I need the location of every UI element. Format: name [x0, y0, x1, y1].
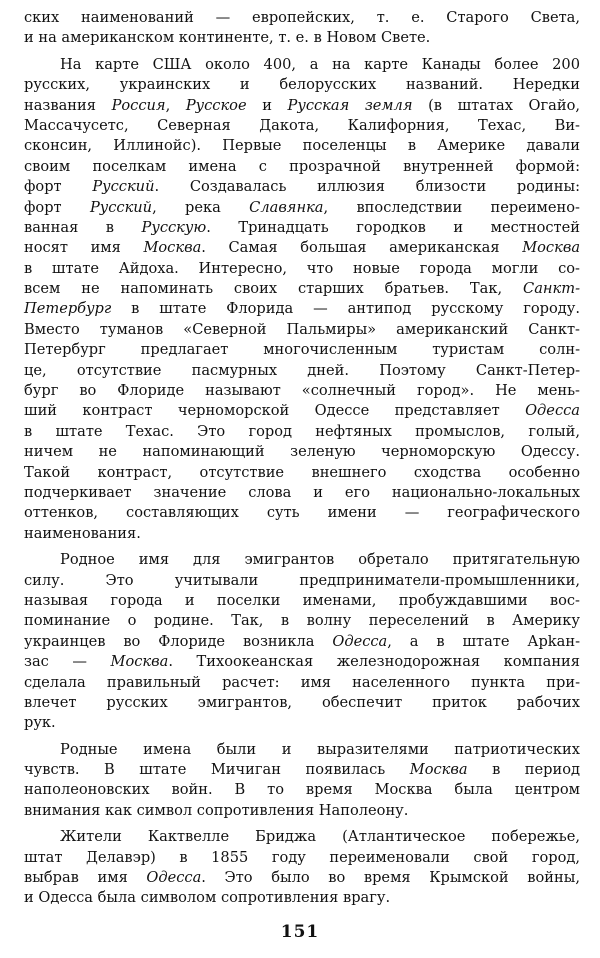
text-line — [24, 157, 580, 177]
paragraph — [24, 550, 580, 734]
text-run: (в штатах Огайо, — [412, 96, 581, 114]
text-line — [24, 136, 580, 156]
text-line — [24, 780, 580, 800]
text-run: в штате Техас. Это город нефтяных промыслов, голый, — [24, 422, 580, 440]
italic-place-name: Славянка — [249, 198, 324, 216]
page-number: 151 — [280, 922, 320, 942]
text-run: , а в штате Арkан- — [387, 632, 581, 650]
text-run: оттенков, составляющих суть имени — географического — [24, 504, 580, 522]
text-line — [24, 463, 580, 483]
italic-place-name: Русский — [89, 198, 153, 216]
text-run: штат Делавэр) в 1855 году переименовали свой город, — [24, 848, 580, 866]
text-run: влечет русских эмигрантов, обеспечит приток рабочих — [24, 693, 580, 711]
text-run: названия — [24, 96, 112, 114]
text-run: . Создавалась иллюзия близости родины: — [154, 178, 580, 196]
italic-place-name: Москва — [522, 239, 581, 257]
text-run: , — [165, 96, 186, 114]
text-line — [24, 28, 580, 48]
text-run: называя города и поселки именами, пробуждавшими вос- — [24, 591, 580, 609]
text-line — [24, 177, 580, 197]
text-run: поминание о родине. Так, в волну переселений в Америку — [24, 612, 580, 630]
text-line — [24, 96, 580, 116]
text-run: ничем не напоминающий зеленую черноморскую Одессу. — [24, 443, 580, 461]
text-line — [24, 652, 580, 672]
text-line — [24, 740, 580, 760]
text-line — [24, 198, 580, 218]
text-run: Родные имена были и выразителями патриотических — [60, 740, 580, 758]
italic-place-name: Русская земля — [287, 96, 413, 114]
text-line — [24, 422, 580, 442]
text-run: в период — [467, 761, 580, 779]
text-run: Родное имя для эмигрантов обретало притягательную — [60, 551, 580, 569]
italic-place-name: Россия — [111, 96, 166, 114]
text-run: це, отсутствие пасмурных дней. Поэтому Санкт-Петер- — [24, 361, 580, 379]
book-page — [24, 8, 580, 909]
italic-place-name: Одесса — [525, 402, 580, 420]
italic-place-name: Москва — [143, 239, 202, 257]
text-line — [24, 299, 580, 319]
text-line — [24, 673, 580, 693]
text-line — [24, 868, 580, 888]
text-line — [24, 503, 580, 523]
text-run: . Тринадцать городков и местностей — [206, 218, 580, 236]
text-line — [24, 75, 580, 95]
text-run: На карте США около 400, а на карте Канады более 200 — [60, 55, 580, 73]
italic-place-name: Русский — [92, 178, 155, 196]
text-line — [24, 524, 580, 544]
text-run: ских наименований — европейских, т. е. Старого Света, — [24, 9, 580, 26]
text-run: зас — — [24, 653, 111, 671]
text-run: выбрав имя — [24, 869, 147, 887]
text-run: , впоследствии переимено- — [323, 198, 580, 216]
text-line — [24, 888, 580, 908]
italic-place-name: Русское — [185, 96, 247, 114]
text-run: украинцев во Флориде возникла — [24, 632, 333, 650]
paragraph — [24, 8, 580, 49]
text-line — [24, 571, 580, 591]
text-line — [24, 259, 580, 279]
text-line — [24, 55, 580, 75]
text-run: подчеркивает значение слова и его национально-локальных — [24, 483, 580, 501]
text-run: форт — [24, 198, 90, 216]
italic-place-name: Одесса — [146, 869, 202, 887]
text-run: сконсин, Иллинойс). Первые поселенцы в Америке давали — [24, 137, 580, 155]
paragraph — [24, 55, 580, 544]
text-run: Вместо туманов «Северной Пальмиры» американский Санкт- — [24, 320, 580, 338]
text-run: ванная в — [24, 218, 142, 236]
text-line — [24, 760, 580, 780]
text-run: русских, украинских и белорусских названий. Нередки — [24, 76, 580, 94]
text-run: Петербург предлагает многочисленным туристам солн- — [24, 341, 580, 359]
italic-place-name: Петербург — [24, 300, 112, 318]
text-run: и на американском континенте, т. е. в Новом Свете. — [24, 29, 431, 47]
text-run: . Самая большая американская — [201, 239, 523, 257]
text-line — [24, 713, 580, 733]
text-line — [24, 401, 580, 421]
text-run: внимания как символ сопротивления Наполеону. — [24, 801, 409, 819]
text-line — [24, 483, 580, 503]
text-run: носят имя — [24, 239, 144, 257]
text-run: своим поселкам имена с прозрачной внутренней формой: — [24, 157, 580, 175]
text-run: и Одесса была символом сопротивления врагу. — [24, 889, 391, 907]
text-run: рук. — [24, 714, 56, 732]
text-line — [24, 801, 580, 821]
text-line — [24, 238, 580, 258]
text-line — [24, 848, 580, 868]
italic-place-name: Москва — [409, 761, 468, 779]
text-line — [24, 116, 580, 136]
text-run: наполеоновских войн. В то время Москва была центром — [24, 781, 580, 799]
paragraph — [24, 827, 580, 909]
text-line — [24, 361, 580, 381]
text-run: форт — [24, 178, 93, 196]
italic-place-name: Санкт- — [523, 280, 580, 298]
text-run: в штате Флорида — антипод русскому городу. — [111, 300, 580, 318]
text-line — [24, 8, 580, 28]
text-line — [24, 279, 580, 299]
text-run: ший контраст черноморской Одессе представляет — [24, 402, 526, 420]
text-run: и — [246, 96, 288, 114]
text-line — [24, 320, 580, 340]
text-line — [24, 632, 580, 652]
italic-place-name: Москва — [110, 653, 169, 671]
text-run: бург во Флориде называют «солнечный город». Не мень- — [24, 382, 580, 400]
paragraph — [24, 740, 580, 822]
text-run: Такой контраст, отсутствие внешнего сходства особенно — [24, 463, 580, 481]
text-line — [24, 442, 580, 462]
text-line — [24, 381, 580, 401]
text-run: силу. Это учитывали предприниматели-промышленники, — [24, 571, 580, 589]
text-run: . Это было во время Крымской войны, — [201, 869, 580, 887]
text-line — [24, 827, 580, 847]
text-line — [24, 550, 580, 570]
text-run: наименования. — [24, 524, 141, 542]
text-line — [24, 340, 580, 360]
text-line — [24, 591, 580, 611]
italic-place-name: Одесса — [332, 632, 388, 650]
text-run: сделала правильный расчет: имя населенного пункта при- — [24, 673, 580, 691]
text-run: чувств. В штате Мичиган появилась — [24, 761, 410, 779]
text-run: Массачусетс, Северная Дакота, Калифорния, Техас, Ви- — [24, 116, 580, 134]
text-line — [24, 611, 580, 631]
text-run: всем не напоминать своих старших братьев. Так, — [24, 280, 524, 298]
text-run: Жители Кактвелле Бриджа (Атлантическое побережье, — [60, 828, 580, 846]
text-run: . Тихоокеанская железнодорожная компания — [168, 653, 580, 671]
text-run: , река — [152, 198, 250, 216]
italic-place-name: Русскую — [141, 218, 207, 236]
text-run: в штате Айдоха. Интересно, что новые города могли со- — [24, 259, 580, 277]
text-line — [24, 693, 580, 713]
text-line — [24, 218, 580, 238]
